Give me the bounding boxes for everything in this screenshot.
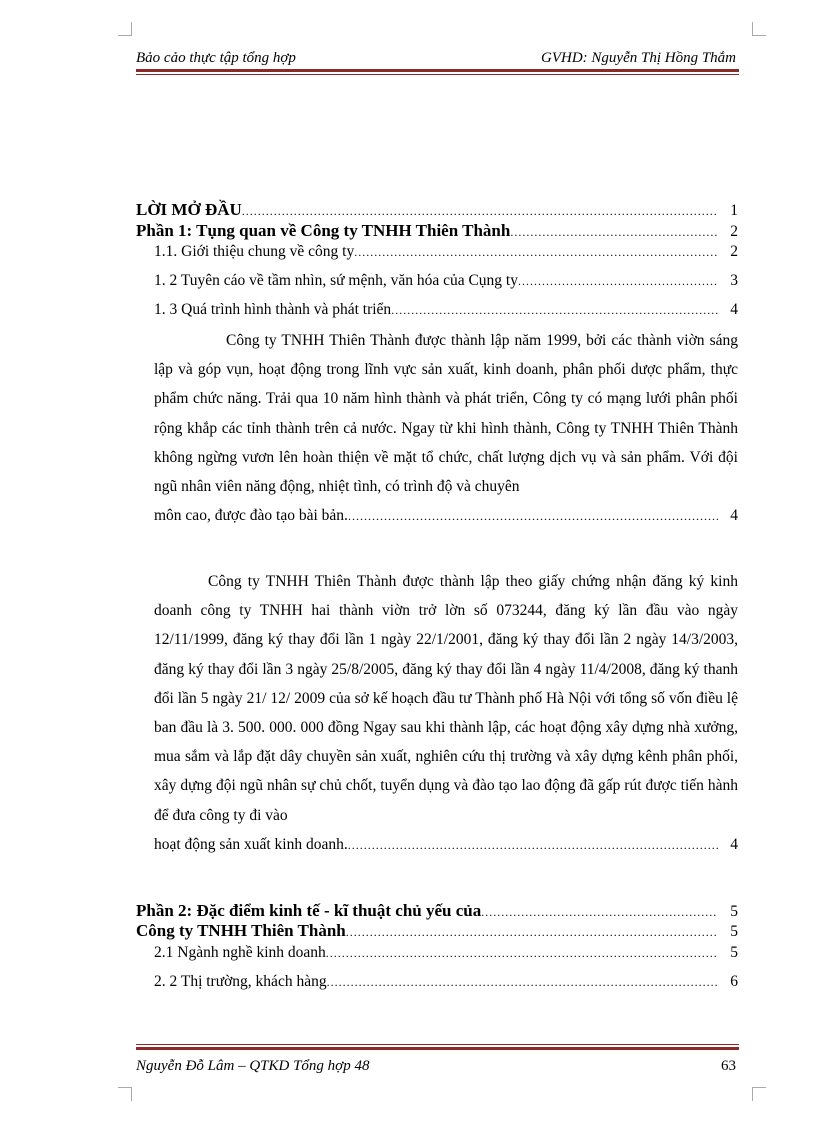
toc-entry[interactable] — [136, 201, 738, 220]
paragraph-last-line: hoạt động sản xuất kinh doanh. — [154, 835, 348, 853]
paragraph-end-line — [154, 830, 738, 860]
toc-entry[interactable] — [136, 973, 738, 991]
toc-leader — [391, 301, 718, 319]
toc-entry-label: Phần 1: Tụng quan về Công ty TNHH Thiên Thành — [136, 221, 511, 240]
toc-entry[interactable] — [136, 222, 738, 241]
footer-rule-thick — [136, 1047, 739, 1050]
toc-entry-page: 5 — [730, 944, 738, 961]
toc-entry[interactable] — [136, 301, 738, 319]
toc-entry-page: 2 — [730, 223, 738, 240]
toc-entry[interactable] — [136, 944, 738, 962]
crop-mark-bottom-right — [752, 1087, 766, 1101]
toc-entry-label: 2. 2 Thị trường, khách hàng — [154, 973, 327, 990]
toc-entry[interactable] — [136, 243, 738, 261]
toc-leader — [481, 903, 718, 921]
toc-entry-label: 2.1 Ngành nghề kinh doanh — [154, 944, 326, 961]
paragraph-last-line: môn cao, được đào tạo bài bản. — [154, 507, 348, 525]
toc-leader — [348, 502, 718, 531]
toc-entry-label: Công ty TNHH Thiên Thành — [136, 921, 346, 940]
toc-entry-page: 5 — [730, 903, 738, 920]
page-header — [136, 50, 736, 66]
toc-leader — [242, 202, 718, 220]
crop-mark-top-left — [118, 22, 132, 36]
toc-entry-page: 6 — [730, 973, 738, 990]
toc-leader — [348, 831, 718, 860]
header-rule-thick — [136, 69, 739, 72]
header-title: Bảo cảo thực tập tổng hợp — [136, 50, 296, 66]
toc-leader — [346, 923, 718, 941]
toc-entry[interactable] — [136, 272, 738, 290]
header-rule-thin — [136, 74, 739, 75]
footer-author: Nguyễn Đỗ Lâm – QTKD Tổng hợp 48 — [136, 1058, 370, 1074]
toc-entry-label: LỜI MỞ ĐẦU — [136, 200, 242, 219]
toc-entry-page: 1 — [730, 202, 738, 219]
toc-leader — [510, 223, 718, 241]
toc-entry-label: 1. 3 Quá trình hình thành và phát triển — [154, 301, 392, 318]
header-advisor: GVHD: Nguyễn Thị Hồng Thắm — [541, 50, 736, 66]
toc-entry-page: 3 — [730, 272, 738, 289]
paragraph-page: 4 — [730, 835, 738, 853]
toc-entry-page: 5 — [730, 923, 738, 940]
history-paragraph-2 — [154, 567, 738, 860]
toc-leader — [327, 973, 718, 991]
footer-page-number: 63 — [721, 1058, 736, 1074]
toc-entry-page: 4 — [730, 301, 738, 318]
toc-entry-page: 2 — [730, 243, 738, 260]
toc-entry-label: 1. 2 Tuyên cáo về tầm nhìn, sứ mệnh, văn hóa của Cụng ty — [154, 272, 518, 289]
crop-mark-bottom-left — [118, 1087, 132, 1101]
footer-rule-thin — [136, 1044, 739, 1045]
toc-entry[interactable] — [136, 922, 738, 941]
toc-leader — [326, 944, 718, 962]
paragraph-end-line — [154, 501, 738, 531]
toc-leader — [518, 272, 718, 290]
toc-entry[interactable] — [136, 902, 738, 921]
toc-entry-label: Phần 2: Đặc điểm kinh tế - kĩ thuật chủ yếu của — [136, 901, 482, 920]
paragraph-text: Công ty TNHH Thiên Thành được thành lập theo giấy chứng nhận đăng ký kinh doanh công ty TNHH hai thành viờn trở lờn số 073244, đăng ký lần đầu vào ngày 12/11/1999, đăng ký thay đổi lần 1 ngày 22/1/2001, đăng ký thay đổi lần 2 ngày 14/3/2003, đăng ký thay đổi lần 3 ngày 25/8/2005, đăng ký thay đổi lần 4 ngày 11/4/2008, đăng ký thanh đổi lần 5 ngày 21/ 12/ 2009 của sở kế hoạch đầu tư Thành phố Hà Nội với tổng số vốn điều lệ ban đầu là 3. 500. 000. 000 đồng Ngay sau khi thành lập, các hoạt động xây dựng nhà xưởng, mua sắm và lắp đặt dây chuyền sản xuất, nghiên cứu thị trường và xây dựng kênh phân phối, xây dựng đội ngũ nhân sự chủ chốt, tuyển dụng và đào tạo lao động đã gấp rút được tiến hành để đưa công ty đi vào — [154, 573, 738, 824]
toc-leader — [354, 243, 718, 261]
history-paragraph-1 — [154, 326, 738, 531]
paragraph-page: 4 — [730, 507, 738, 525]
toc-entry-label: 1.1. Giới thiệu chung về công ty — [154, 243, 355, 260]
paragraph-text: Công ty TNHH Thiên Thành được thành lập năm 1999, bởi các thành viờn sáng lập và góp vụn, hoạt động trong lĩnh vực sản xuất, kinh doanh, phân phối dược phẩm, thực phẩm chức năng. Trải qua 10 năm hình thành và phát triển, Công ty có mạng lưới phân phối rộng khắp các tỉnh thành trên cả nước. Ngay từ khi hình thành, Công ty TNHH Thiên Thành không ngừng vươn lên hoàn thiện về mặt tổ chức, chất lượng dịch vụ và sản phẩm. Với đội ngũ nhân viên năng động, nhiệt tình, có trình độ và chuyên — [154, 332, 738, 496]
page-footer — [136, 1058, 736, 1074]
crop-mark-top-right — [752, 22, 766, 36]
